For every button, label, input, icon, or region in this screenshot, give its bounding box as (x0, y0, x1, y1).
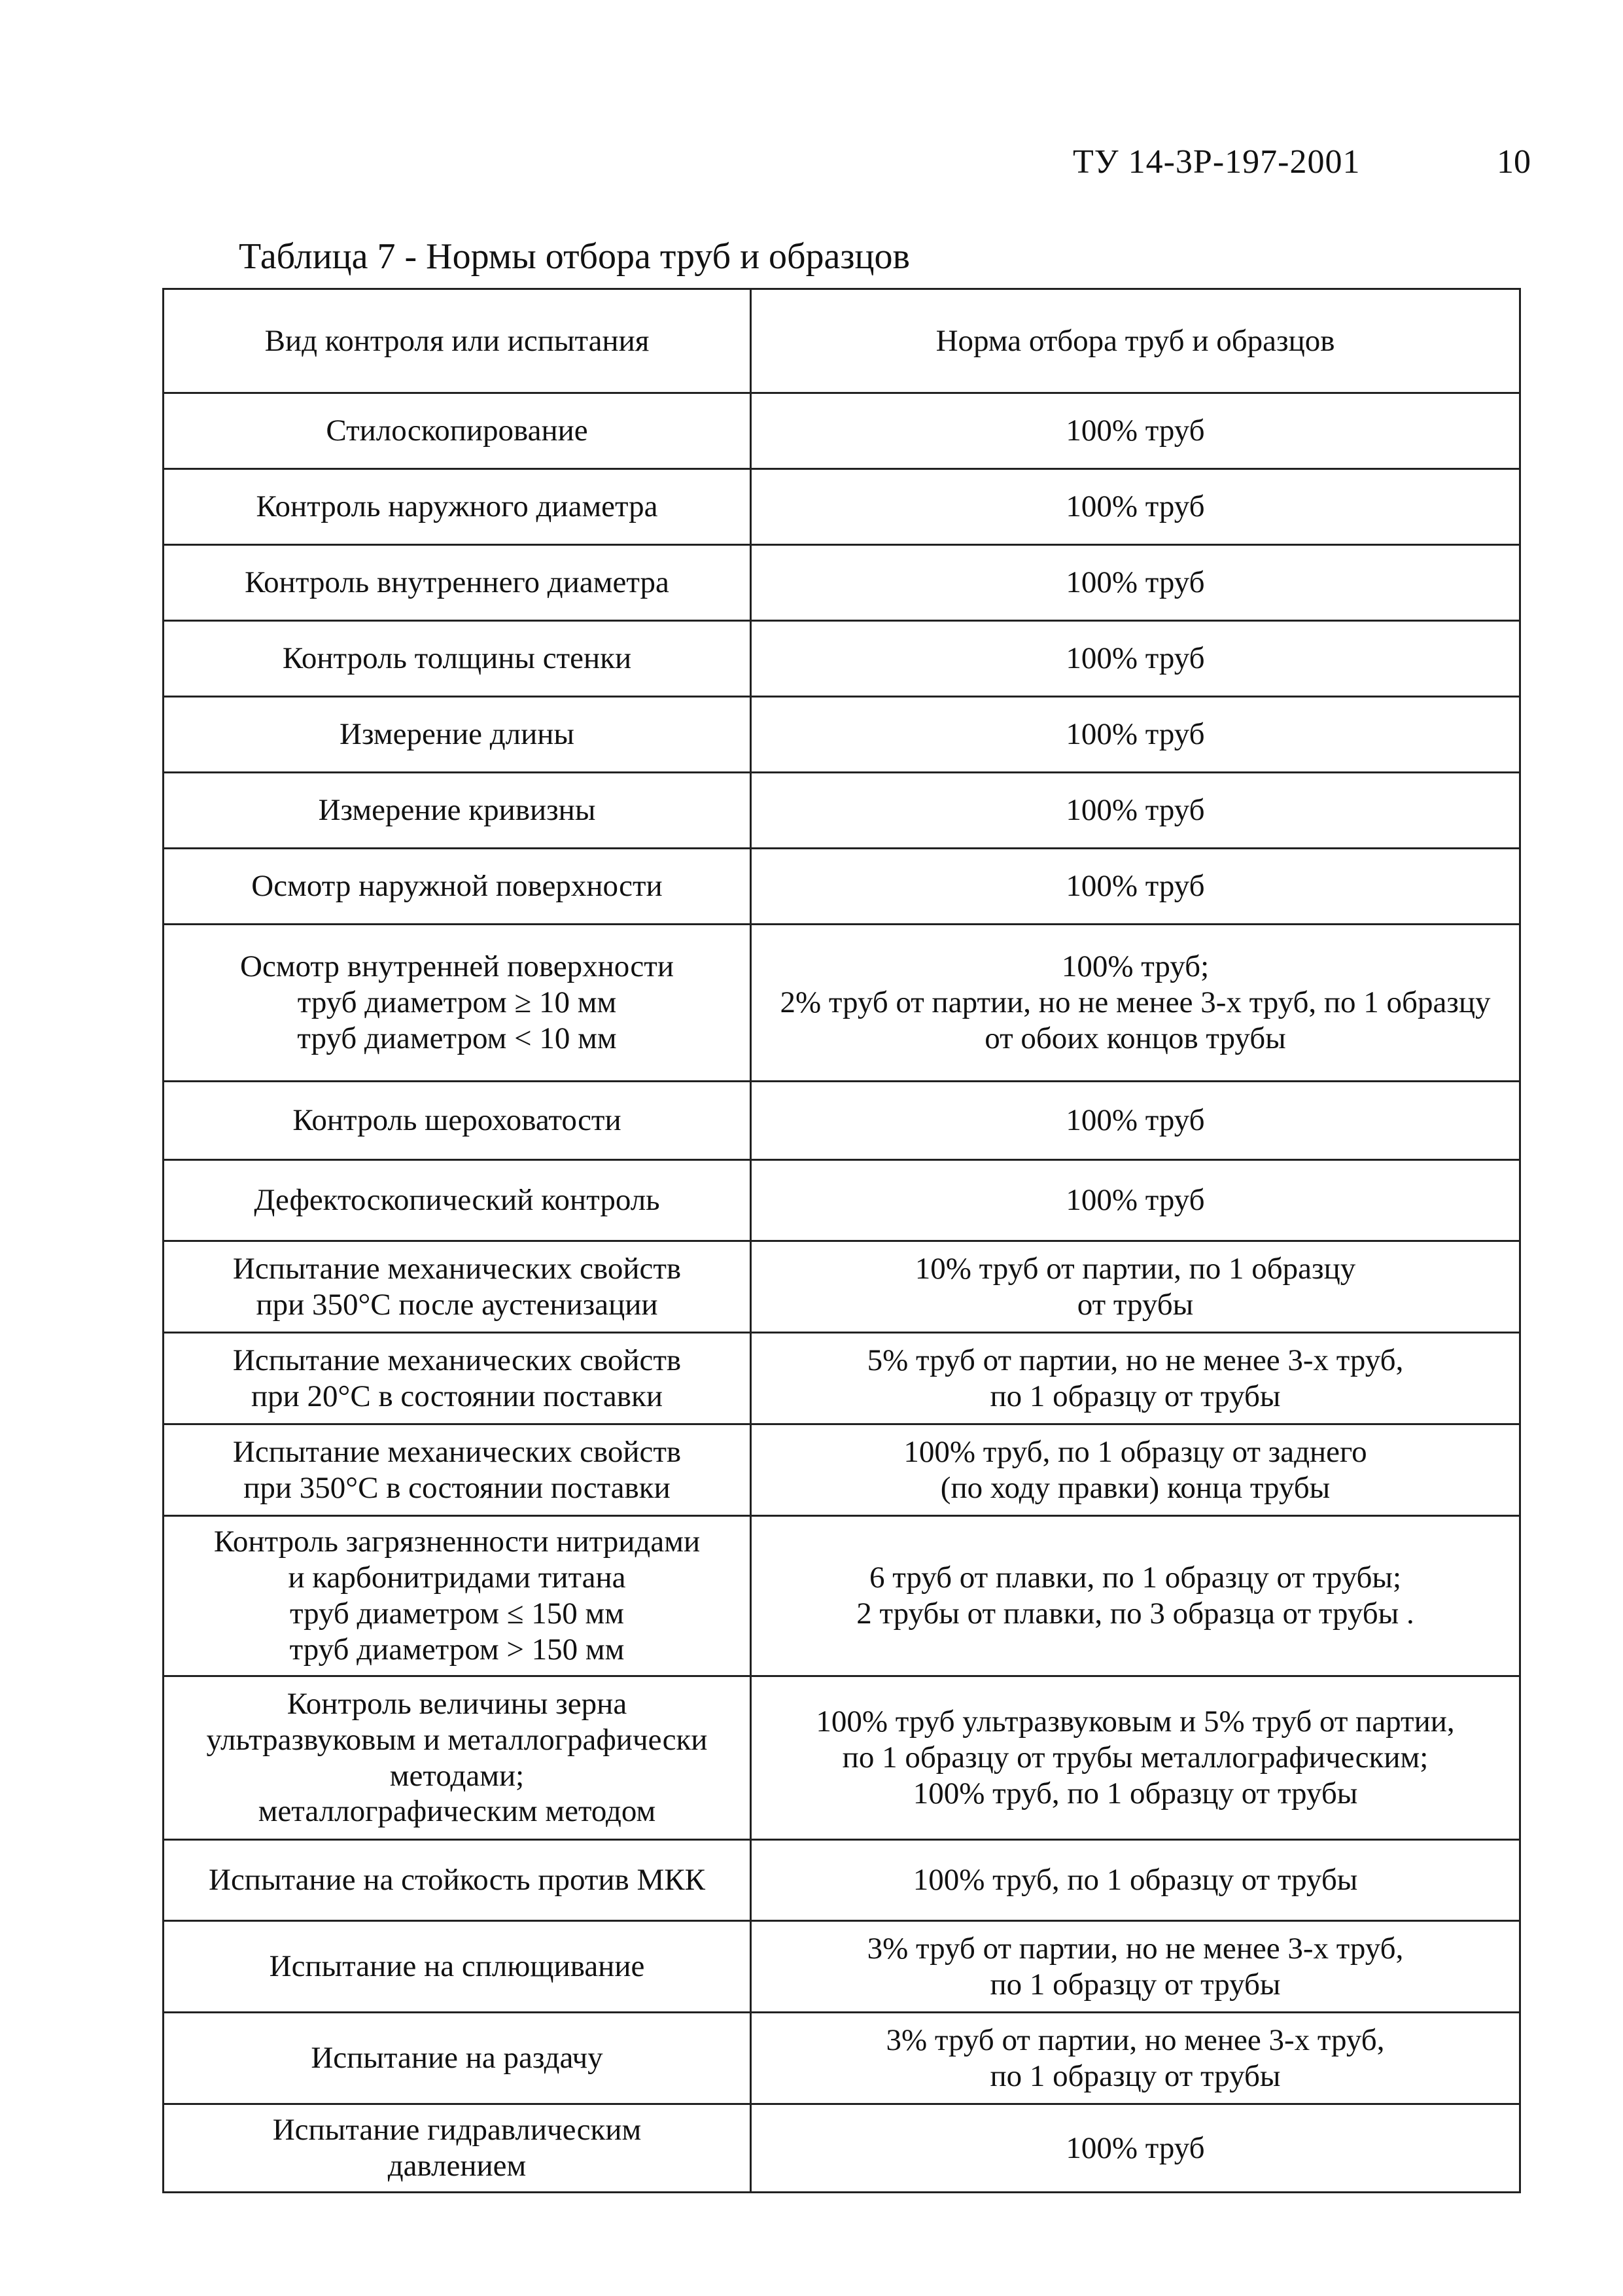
table-row (164, 621, 1520, 697)
test-cell: Испытание гидравлическим давлением (164, 2104, 751, 2193)
test-cell: Испытание механических свойств при 20°С в состоянии поставки (164, 1333, 751, 1424)
table-row (164, 2013, 1520, 2104)
table-row (164, 1921, 1520, 2013)
norm-cell: 3% труб от партии, но менее 3-х труб, по 1 образцу от трубы (751, 2013, 1520, 2104)
table-row (164, 393, 1520, 469)
norm-cell: 5% труб от партии, но не менее 3-х труб, по 1 образцу от трубы (751, 1333, 1520, 1424)
norm-cell: 100% труб (751, 773, 1520, 849)
test-cell: Контроль внутреннего диаметра (164, 545, 751, 621)
test-cell: Осмотр внутренней поверхности труб диаметром ≥ 10 мм труб диаметром < 10 мм (164, 925, 751, 1082)
norm-cell: 100% труб (751, 621, 1520, 697)
test-cell: Измерение длины (164, 697, 751, 773)
test-cell: Осмотр наружной поверхности (164, 849, 751, 925)
norm-cell: 100% труб, по 1 образцу от заднего (по ходу правки) конца трубы (751, 1424, 1520, 1516)
column-header-sampling-norm: Норма отбора труб и образцов (751, 289, 1520, 393)
norm-cell: 100% труб (751, 2104, 1520, 2193)
sampling-norms-table (162, 288, 1521, 2193)
column-header-test-type: Вид контроля или испытания (164, 289, 751, 393)
table-row (164, 1082, 1520, 1160)
table-row (164, 469, 1520, 545)
table-row (164, 1333, 1520, 1424)
table-row (164, 2104, 1520, 2193)
norm-cell: 10% труб от партии, по 1 образцу от трубы (751, 1241, 1520, 1333)
test-cell: Испытание на сплющивание (164, 1921, 751, 2013)
norm-cell: 100% труб (751, 1082, 1520, 1160)
table-row (164, 1676, 1520, 1840)
norm-cell: 100% труб, по 1 образцу от трубы (751, 1840, 1520, 1921)
norm-cell: 100% труб (751, 1160, 1520, 1241)
test-cell: Испытание механических свойств при 350°С после аустенизации (164, 1241, 751, 1333)
table-row (164, 697, 1520, 773)
document-code-header: ТУ 14-3Р-197-2001 (1073, 143, 1361, 181)
norm-cell: 6 труб от плавки, по 1 образцу от трубы; 2 трубы от плавки, по 3 образца от трубы . (751, 1516, 1520, 1676)
page-number: 10 (1497, 143, 1531, 181)
test-cell: Испытание на стойкость против МКК (164, 1840, 751, 1921)
norm-cell: 100% труб; 2% труб от партии, но не менее 3-х труб, по 1 образцу от обоих концов трубы (751, 925, 1520, 1082)
table-row (164, 545, 1520, 621)
table-row (164, 773, 1520, 849)
table-row (164, 1160, 1520, 1241)
table-row (164, 1840, 1520, 1921)
test-cell: Испытание механических свойств при 350°С в состоянии поставки (164, 1424, 751, 1516)
norm-cell: 100% труб (751, 545, 1520, 621)
norm-cell: 100% труб (751, 697, 1520, 773)
test-cell: Контроль шероховатости (164, 1082, 751, 1160)
table-row (164, 1424, 1520, 1516)
test-cell: Дефектоскопический контроль (164, 1160, 751, 1241)
table-row (164, 925, 1520, 1082)
norm-cell: 100% труб (751, 849, 1520, 925)
test-cell: Измерение кривизны (164, 773, 751, 849)
table-row (164, 1516, 1520, 1676)
norm-cell: 100% труб ультразвуковым и 5% труб от партии, по 1 образцу от трубы металлографическим; 100% труб, по 1 образцу от трубы (751, 1676, 1520, 1840)
norm-cell: 3% труб от партии, но не менее 3-х труб, по 1 образцу от трубы (751, 1921, 1520, 2013)
test-cell: Контроль толщины стенки (164, 621, 751, 697)
test-cell: Стилоскопирование (164, 393, 751, 469)
table-row (164, 849, 1520, 925)
table-caption: Таблица 7 - Нормы отбора труб и образцов (239, 236, 910, 277)
test-cell: Испытание на раздачу (164, 2013, 751, 2104)
test-cell: Контроль загрязненности нитридами и карбонитридами титана труб диаметром ≤ 150 мм труб диаметром > 150 мм (164, 1516, 751, 1676)
table-header-row (164, 289, 1520, 393)
test-cell: Контроль наружного диаметра (164, 469, 751, 545)
norm-cell: 100% труб (751, 469, 1520, 545)
norm-cell: 100% труб (751, 393, 1520, 469)
table-row (164, 1241, 1520, 1333)
test-cell: Контроль величины зерна ультразвуковым и металлографически методами; металлографическим методом (164, 1676, 751, 1840)
